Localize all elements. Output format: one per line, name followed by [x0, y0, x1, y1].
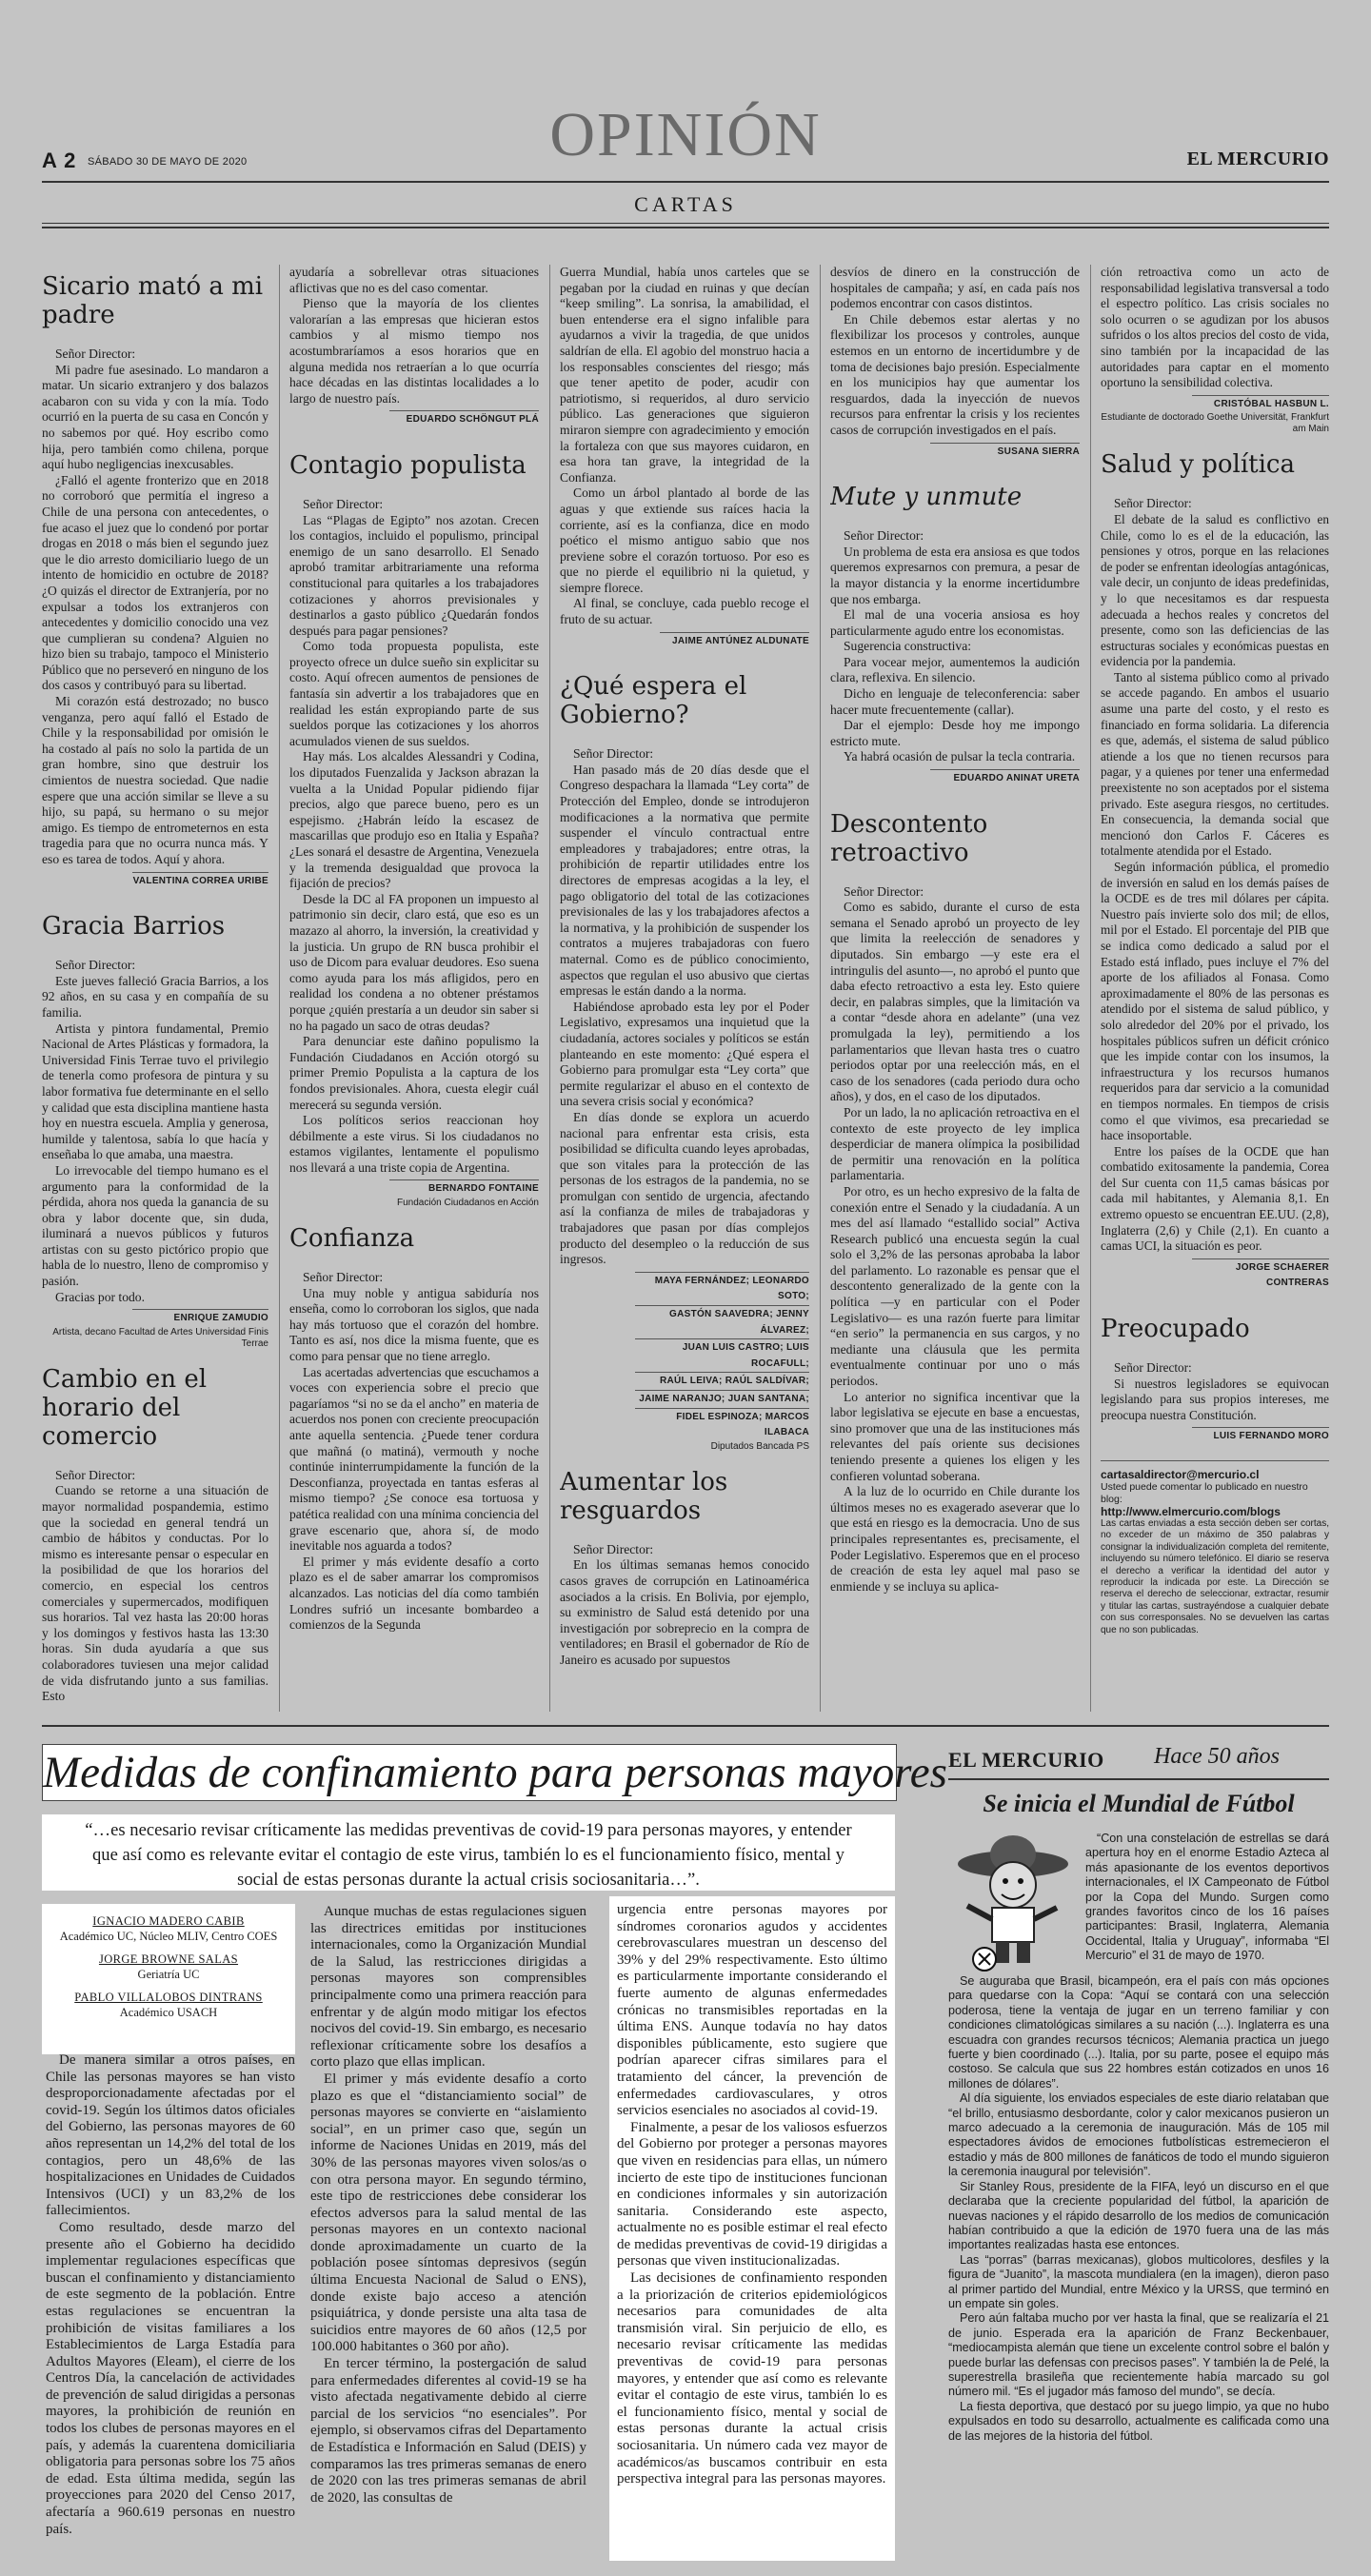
paragraph: Este jueves falleció Gracia Barrios, a los 92 años, en su casa y en compañía de su familia. [42, 973, 268, 1020]
paragraph: Cuando se retorne a una situación de mayor normalidad pospandemia, estimo que la sociedad en general tendrá un cambio de hábitos y conductas. Por lo mismo es interesante pensar o especular en la posibilidad de que los horarios del comercio, en especial los centros comerciales y supermercados, modifiquen sus horarios. Tal vez hasta las 20:00 horas y los domingos y festivos hasta las 13:30 horas. Sin duda ayudaría a que sus colaboradores tuviesen una mejor calidad de vida disfrutando junto a sus familias. Esto [42, 1483, 268, 1704]
paragraph: Tanto al sistema público como al privado se accede pagando. En ambos el usuario asume una parte del costo, y el resto es financiado en forma solidaria. La diferencia es que, además, el sistema de salud público atiende a los que no tienen recursos para pagar, y a quienes por tener una enfermedad preexistente no son aceptados por el sistema privado. Este asegura riesgos, no certitudes. En consecuencia, la demanda social que mencionó don Carlos F. Cáceres es totalmente atendida por el Estado. [1101, 669, 1329, 859]
author-role: Geriatría UC [137, 1968, 200, 1981]
author-role: Académico UC, Núcleo MLIV, Centro COES [59, 1930, 278, 1943]
letter-title: Confianza [289, 1224, 415, 1254]
paragraph: Se auguraba que Brasil, bicampeón, era el país con más opciones para quedarse con la Copa: “Aquí se contará con una selección poderosa, tiene la ventaja de jugar en un terreno familiar y con condiciones climatológicas similares a su nación (...). Inglaterra es una escuadra con grandes recursos técnicos; Alemania practica un juego fuerte y bien coordinado (...). Italia, por su parte, posee el equipo más costoso. Se calcula que sus 22 hombres están cotizados en unos 16 millones de dólares”. [948, 1974, 1329, 2091]
section-rule [42, 1725, 1329, 1727]
header-rule-bottom2 [42, 227, 1329, 228]
juanito-mascot-image [948, 1830, 1078, 1972]
paragraph: En los últimas semanas hemos conocido casos graves de corrupción en Latinoamérica asociados a la crisis. En Bolivia, por ejemplo, su exministro de Salud está detenido por una investigación por sobreprecio en la compra de ventiladores; en Brasil el gobernador de Río de Janeiro es acusado por supuestos [560, 1557, 809, 1667]
column-body-1 [46, 2052, 295, 2561]
salutation: Señor Director: [55, 347, 136, 361]
letters-column-4 [830, 265, 1080, 1714]
page-date: SÁBADO 30 DE MAYO DE 2020 [88, 156, 248, 168]
subsection-title: CARTAS [634, 192, 737, 216]
paragraph: ción retroactiva como un acto de responsabilidad legislativa transversal a todo el espectro político. Las crisis sociales no solo ocurren o se agudizan por los abusos sufridos o los altos precios del costo de vida, sino también por la incapacidad de las autoridades para captar en el momento oportuno la sensibilidad colectiva. [1101, 265, 1329, 390]
hace50-intro [1085, 1832, 1329, 1972]
paragraph: Sir Stanley Rous, presidente de la FIFA, leyó un discurso en el que declaraba que la creciente popularidad del fútbol, la aparición de nuevas naciones y el rápido desarrollo de los medios de comunicación habían contribuido a que la edición de 1970 fuera una de las más importantes realizadas hasta ese entonces. [948, 2179, 1329, 2252]
blog-link[interactable]: http://www.elmercurio.com/blogs [1101, 1505, 1281, 1518]
paragraph: Guerra Mundial, había unos carteles que se pegaban por la ciudad en ruinas y que decían “keep smiling”. La sonrisa, la amabilidad, el buen entenderse era el signo infalible para ayudarnos a vivir la tragedia, de que unidos saldrían de ella. El agobio del monstruo hacia a los responsables conscientes del riesgo; más que tener apetito de poder, acudir con patriotismo, si requeridos, al duro servicio público. Las generaciones que siguieron miraron siempre con agradecimiento y emoción la fortaleza con que sus mayores cuidaron, en esa hora tan grave, la integridad de la Confianza. [560, 265, 809, 485]
hace50-title: Se inicia el Mundial de Fútbol [983, 1790, 1295, 1817]
paragraph: Habiéndose aprobado esta ley por el Poder Legislativo, expresamos una inquietud que la ciudadanía, actores sociales y políticos se están planteando en este momento: ¿Qué espera el Gobierno para promulgar esta “Ley corta” que permite regularizar el abuso en el contexto de una severa crisis social y económica? [560, 999, 809, 1109]
paragraph: A la luz de lo ocurrido en Chile durante los últimos meses no es exagerado aseverar que lo que está en riesgo es la democracia. Uno de sus principales representantes es, precisamente, el Poder Legislativo. Esperemos que en el proceso de creación de esta ley aquel mal paso se enmiende y se incluya su aplica- [830, 1484, 1080, 1594]
header-rule-bottom [42, 223, 1329, 224]
salutation: Señor Director: [573, 1541, 654, 1556]
signature: EDUARDO SCHÖNGUT PLÁ [389, 410, 539, 428]
signature: LUIS FERNANDO MORO [1192, 1427, 1329, 1445]
paragraph: Para vocear mejor, aumentemos la audición clara, reflexiva. En silencio. [830, 654, 1080, 685]
salutation: Señor Director: [573, 746, 654, 762]
paragraph: Por un lado, la no aplicación retroactiva en el contexto de este proyecto de ley implica desperdiciar de manera olímpica la posibilidad de permitir una renovación en la política parlamentaria. [830, 1104, 1080, 1183]
paragraph: Como es sabido, durante el curso de esta semana el Senado aprobó un proyecto de ley que limita la reelección de senadores y diputados. Sin embargo —y este era el intringulis del asunto—, no aprobó el punto que daba efecto retroactivo a esta ley. Esto quiere decir, en palabras simples, que la limitación va a contar “desde ahora en adelante” (una vez promulgada la ley), permitiendo a los parlamentarios que llevan hasta tres o cuatro periodos optar por una reelección más, en el caso de los senadores (cada periodo dura ocho años), y dos, en el caso de los diputados. [830, 900, 1080, 1104]
letter-title: Contagio populista [289, 450, 527, 480]
paragraph: Los políticos serios reaccionan hoy débilmente a este virus. Si los ciudadanos no estamos vigilantes, lentamente el populismo nos llevará a una triste copia de Argentina. [289, 1113, 539, 1175]
paragraph: Las “porras” (barras mexicanas), globos multicolores, desfiles y la figura de “Juanito”, la mascota mundialera (en la imagen), dieron paso al primer partido del Mundial, entre México y la URSS, que terminó en un empate sin goles. [948, 2252, 1329, 2310]
salutation: Señor Director: [55, 958, 136, 973]
letters-notice [1101, 1460, 1329, 1636]
paragraph: “Con una constelación de estrellas se dará apertura hoy en el enorme Estadio Azteca al más apasionante de los eventos deportivos internacionales, el IX Campeonato de Fútbol por la Copa del Mundo. Surgen como grandes favoritos cinco de los 16 países participantes: Brasil, Inglaterra, Alemania Occidental, Italia y Uruguay”, informaba “El Mercurio” el 31 de mayo de 1970. [1085, 1832, 1329, 1963]
paragraph: La fiesta deportiva, que destacó por su juego limpio, ya que no hubo expulsados en todo su desarrollo, actualmente es calificada como una de las mejores de la historia del fútbol. [948, 2399, 1329, 2443]
paragraph: Lo anterior no significa incentivar que la labor legislativa se ejecute en base a encuestas, sino promover que una de las instituciones más relevantes del país oriente sus decisiones teniendo presente a quienes los eligen y les confieren voluntad soberana. [830, 1389, 1080, 1483]
signature: CRISTÓBAL HASBUN L. [1192, 395, 1329, 413]
letters-column-2 [289, 265, 539, 1714]
letter-title: Sicario mató a mi padre [42, 272, 264, 329]
salutation: Señor Director: [844, 883, 924, 899]
paragraph: Las decisiones de confinamiento responden a la priorización de criterios epidemiológicos necesarios para comunidades de alta transmisión viral. Sin perjuicio de ello, es necesario revisar críticamente las medidas preventivas de covid-19 para personas mayores, y entender que así como es relevante evitar el contagio de este virus, también lo es el funcionamiento físico, mental y social de estas personas durante la actual crisis sociosanitaria. Un número cada vez mayor de académicos/as buscamos contribuir en esta perspectiva integral para las personas mayores. [617, 2270, 887, 2487]
letter-title: ¿Qué espera el Gobierno? [560, 672, 747, 730]
author-role: Académico USACH [119, 2006, 218, 2019]
signature: MAYA FERNÁNDEZ; LEONARDO SOTO; [635, 1272, 809, 1305]
signature: BERNARDO FONTAINE [389, 1179, 539, 1198]
email-link[interactable]: cartasaldirector@mercurio.cl [1101, 1468, 1260, 1481]
signature: JUAN LUIS CASTRO; LUIS ROCAFULL; [635, 1338, 809, 1372]
paragraph: Aunque muchas de estas regulaciones siguen las directrices emitidas por instituciones internacionales, como la Organización Mundial de la Salud, las restricciones dirigidas a personas mayores son comprensibles principalmente como una primera reacción para enfrentar y de algún modo mitigar los efectos nocivos del covid-19. Sin embargo, es necesario reflexionar críticamente sobre los desafíos a corto plazo que ellas implican. [310, 1904, 586, 2071]
hace50-header [948, 1744, 1329, 1780]
paragraph: ayudaría a sobrellevar otras situaciones aflictivas que no es del caso comentar. [289, 265, 539, 295]
paragraph: Un problema de esta era ansiosa es que todos queremos expresarnos con premura, a pesar de la mayor distancia y la enorme incertidumbre que nos embarga. [830, 544, 1080, 606]
letters-column-1 [42, 265, 268, 1714]
paragraph: urgencia entre personas mayores por síndromes coronarios agudos y accidentes cerebrovasculares muestran un descenso del 39% y del 29% respectivamente. Esto último es particularmente importante considerando el fuerte aumento de algunas enfermedades crónicas no transmisibles reportadas en la última ENS. Aunque todavía no hay datos disponibles públicamente, esto sugiere que podrían aparecer cifras similares para el tratamiento del cáncer, la prevención de enfermedades cardiovasculares, y otros servicios esenciales no asociados al covid-19. [617, 1902, 887, 2119]
author-name: IGNACIO MADERO CABIB [92, 1914, 245, 1928]
signature: JORGE SCHAERER CONTRERAS [1192, 1258, 1329, 1292]
paragraph: El mal de una voceria ansiosa es hoy particularmente agudo entre los economistas. [830, 607, 1080, 638]
paragraph: En Chile debemos estar alertas y no flexibilizar los procesos y controles, aunque estemos en un entorno de incertidumbre y de toma de decisiones bajo presión. Especialmente en los municipios hay que aumentar los resguardos, dada la inyección de nuevos recursos para enfrentar la crisis y los recientes casos de corrupción investigados en el país. [830, 311, 1080, 437]
paragraph: Gracias por todo. [55, 1289, 145, 1304]
notice-line: Usted puede comentar lo publicado en nuestro blog: [1101, 1481, 1308, 1505]
paragraph: desvíos de dinero en la construcción de hospitales de campaña; y así, en cada país nos podemos encontrar con casos distintos. [830, 265, 1080, 311]
paragraph: Dicho en lenguaje de teleconferencia: saber hacer mute frecuentemente (callar). [830, 686, 1080, 717]
affiliation: Artista, decano Facultad de Artes Universidad Finis Terrae [52, 1326, 268, 1349]
signature: GASTÓN SAAVEDRA; JENNY ÁLVAREZ; [635, 1305, 809, 1338]
paragraph: Como un árbol plantado al borde de las aguas y que extiende sus raíces hacia la corriente, así es la confianza, dice en modo poético el mismo antiguo sabio que nos previene sobre el corazón tortuoso. Por eso es que no pierde el equilibrio ni la quietud, y siempre florece. [560, 485, 809, 595]
hace50-body [948, 1974, 1329, 2561]
signature: ENRIQUE ZAMUDIO [132, 1309, 268, 1327]
paragraph: Por otro, es un hecho expresivo de la falta de conexión entre el Senado y la ciudadanía. A un mes del así llamado “estallido social” Activa Research publicó una encuesta según la cual solo el 3,2% de las personas aprobaba la labor del parlamento. Lo razonable es pensar que el descontento generalizado de la gente con la política —y en particular con el Poder Legislativo— es una razón fuerte para limitar “en serio” la permanencia en sus cargos, y no mediante una cláusula que les permita eventualmente continuar por uno o más periodos. [830, 1183, 1080, 1389]
paragraph: Artista y pintora fundamental, Premio Nacional de Artes Plásticas y formadora, la Universidad Finis Terrae tuvo el privilegio de tenerla como profesora de pintura y su labor formativa fue determinante en el sello y calidad que esta disciplina mantiene hasta hoy en nuestra escuela. Amplia y generosa, humilde y talentosa, sabía lo que hacía y enseñaba lo que amaba, una maestra. [42, 1020, 268, 1162]
paragraph: Entre los países de la OCDE que han combatido exitosamente la pandemia, Corea del Sur cuenta con 11,5 camas básicas por cada mil habitantes, y Alemania 8,1. En extremo opuesto se encuentran EE.UU. (2,8), Inglaterra (2,6) y Chile (2,1). En cuanto a camas UCI, la situación es peor. [1101, 1143, 1329, 1254]
column-divider [1090, 265, 1091, 1712]
paragraph: El primer y más evidente desafío a corto plazo es el de saber amarrar los compromisos alcanzados. Las noticias del día como también Londres sufrió un incesante bombardeo a comienzos de la Segunda [289, 1554, 539, 1633]
salutation: Señor Director: [844, 528, 924, 544]
paragraph: Al final, se concluye, cada pueblo recoge el fruto de su actuar. [560, 596, 809, 627]
section-title: OPINIÓN [549, 100, 822, 169]
page-number: A 2 [42, 149, 77, 172]
letter-title: Aumentar los resguardos [560, 1467, 728, 1525]
affiliation: Estudiante de doctorado Goethe Universität, Frankfurt am Main [1101, 412, 1329, 435]
paragraph: Las acertadas advertencias que escuchamos a voces con experiencia sobre el precio que pagaríamos “si no se da el ancho” en materia de acuerdos nos ponen con creciente preocupación ante aquella sentencia. ¿Puede tener cordura que mañná (o matiná), vermouth y noche continúe ininterrumpidamente la función de la Desconfianza, proyectada en tantas esferas al mismo tiempo? ¿Se conoce esa tortuosa y patética realidad con una mínima conciencia del grave escenario que, ahora sí, de modo inevitable nos aguarda a todos? [289, 1364, 539, 1554]
signature: SUSANA SIERRA [930, 443, 1080, 461]
paragraph: Ya habrá ocasión de pulsar la tecla contraria. [844, 749, 1076, 764]
letter-title: Gracia Barrios [42, 912, 226, 941]
paragraph: Si nuestros legisladores se equivocan legislando para sus propios intereses, me preocupa nuestra Constitución. [1101, 1376, 1329, 1422]
paragraph: El debate de la salud es conflictivo en Chile, como lo es el de la educación, las pensiones y otros, porque en las relaciones de poder se enfrentan ideologías antagónicas, vale decir, un conjunto de ideas predefinidas, y lo que necesitamos es dar respuesta adecuada a hechos reales y concretos del presente, como son las deficiencias de las estructuras sociales y económicas puestas en evidencia por la pandemia. [1101, 511, 1329, 669]
signature: JAIME ANTÚNEZ ALDUNATE [660, 632, 809, 650]
paragraph: Sugerencia constructiva: [844, 639, 971, 654]
letter-title: Cambio en el horario del comercio [42, 1364, 208, 1451]
signature: JAIME NARANJO; JUAN SANTANA; [635, 1390, 809, 1408]
affiliation: Fundación Ciudadanos en Acción [397, 1198, 539, 1209]
paragraph: Según información pública, el promedio de inversión en salud en los demás países de la OCDE es de tres mil dólares per cápita. Nuestro país invierte solo dos mil; de ellos, mil por el Estado. El porcentaje del PIB que se indica como dedicado a salud por el Estado está inflado, pues incluye el 7% del aporte de los afiliados al Fonasa. Como aproximadamente el 80% de las personas es atendido por el sistema de salud público, y solo alrededor del 20% por el privado, los hospitales públicos sufren un déficit crónico que les impide contar con los insumos, la infraestructura y los recursos humanos requeridos para dar servicio a la comunidad en tiempos normales. En tiempos de crisis como el que vivimos, esa precariedad se hace insoportable. [1101, 860, 1329, 1143]
paragraph: Lo irrevocable del tiempo humano es el argumento para la conformidad de la pérdida, ahora nos queda la ganancia de su obra y labor docente que, sin duda, iluminará a nuevos públicos y futuros artistas con su gesto pictórico propio que habla de lo nuestro, lleno de compromiso y pasión. [42, 1162, 268, 1289]
notice-body: Las cartas enviadas a esta sección deben ser cortas, no exceder de un máximo de 350 palabras y consignar la individualización completa del remitente, incluyendo su número telefónico. El diario se reserva el derecho a verificar la identidad del autor y reproducir la indicada por este. La Dirección se reserva el derecho de seleccionar, extractar, resumir y titular las cartas, sustrayéndose a cualquier debate con sus corresponsales. No se devuelven las cartas que no son publicadas. [1101, 1518, 1329, 1635]
paragraph: En tercer término, la postergación de salud para enfermedades diferentes al covid-19 se ha visto afectada negativamente debido al cierre parcial de los servicios “no esenciales”. Por ejemplo, si observamos cifras del Departamento de Estadística e Información en Salud (DEIS) y comparamos las tres primeras semanas de enero de 2020 con las tres primeras semanas de abril de 2020, las consultas de [310, 2356, 586, 2506]
paragraph: Pienso que la mayoría de los clientes valorarían a las empresas que hicieran estos cambios y al mismo tiempo nos acostumbraríamos a esos horarios que en alguna medida nos retraerían a lo que ocurría hace décadas en las distintas localidades a lo largo de nuestro país. [289, 296, 539, 406]
paragraph: Finalmente, a pesar de los valiosos esfuerzos del Gobierno por proteger a personas mayores que viven en residencias para ellas, un número incierto de este tipo de instituciones funcionan en condiciones informales y sin autorización sanitaria. Considerando este aspecto, actualmente no es posible estimar el real efecto de medidas preventivas de covid-19 dirigidas a personas que viven institucionalizadas. [617, 2119, 887, 2269]
hace50-brand: EL MERCURIO [948, 1748, 1104, 1772]
brand-logo: EL MERCURIO [1186, 149, 1329, 169]
paragraph: Para denunciar este dañino populismo la Fundación Ciudadanos en Acción otorgó su primer Premio Populista a la captura de los fondos previsionales. Ahora, cuesta elegir cuál merecerá su segunda versión. [289, 1034, 539, 1112]
paragraph: Desde la DC al FA proponen un impuesto al patrimonio sin decir, claro está, que eso es un mazazo al ahorro, la inversión, la creatividad y la justicia. Un grupo de RN busca prohibir el uso de Dicom para evaluar deudores. Eso suena como ayuda para los más afligidos, pero en realidad los condena a no obtener préstamos porque ¿quién prestaría a un deudor sin saber si no ha pagado un saco de otras deudas? [289, 891, 539, 1033]
column-body-3 [609, 1896, 895, 2561]
pull-quote-box [42, 1814, 895, 1891]
letters-column-5 [1101, 265, 1329, 1714]
letter-title: Preocupado [1101, 1315, 1250, 1344]
column-divider [549, 265, 550, 1712]
salutation: Señor Director: [1114, 1360, 1192, 1376]
paragraph: Como toda propuesta populista, este proyecto ofrece un dulce sueño sin explicitar su costo. Aquí ofrecen aumentos de pensiones de fantasía sin advertir a los trabajadores que en realidad les están expropiando parte de sus sueldos porque las cotizaciones y los ahorros acumulados vienen de sus sueldos. [289, 639, 539, 748]
column-title-box [42, 1744, 947, 1801]
paragraph: Dar el ejemplo: Desde hoy me impongo estricto mute. [830, 718, 1080, 748]
signature: VALENTINA CORREA URIBE [132, 872, 268, 890]
paragraph: Hay más. Los alcaldes Alessandri y Codina, los diputados Fuenzalida y Jackson abrazan la vuelta a la Unidad Popular pidiendo fijar precios, algo que parece bueno, pero es un espejismo. ¿Habrán leído la escasez de mascarillas que produjo eso en Italia y España? ¿Les sonará el desastre de Argentina, Venezuela y la tremenda desigualdad que provoca la fijación de precios? [289, 749, 539, 891]
paragraph: Han pasado más de 20 días desde que el Congreso despachara la llamada “Ley corta” de Protección del Empleo, donde se introdujeron modificaciones a la normativa que permite suspender el vínculo contractual entre empleadores y trabajadores; entre otras, la prohibición de repartir utilidades entre los directores de empresas acogidas a la ley, el pago obligatorio del total de las cotizaciones previsionales de las y los trabajadores afectos a la normativa, y la prohibición de suspender los contratos a mujeres trabajadoras con fuero maternal. Como es de público conocimiento, aspectos que regulan el uso abusivo que ciertas empresas le están dando a la norma. [560, 762, 809, 999]
pull-quote: “…es necesario revisar críticamente las medidas preventivas de covid-19 para personas mayores, y entender que así como es relevante evitar el contagio de este virus, también lo es el funcionamiento físico, mental y social de estas personas durante la actual crisis sociosanitaria…”. [85, 1820, 852, 1890]
paragraph: Como resultado, desde marzo del presente año el Gobierno ha decidido implementar regulaciones específicas que buscan el confinamiento y distanciamiento de este segmento de la población. Entre estas regulaciones se encuentran la prohibición de visitas familiares a los Establecimientos de Larga Estadía para Adultos Mayores (Eleam), el cierre de los Centros Día, la cancelación de actividades de prevención de salud dirigidas a personas mayores, la prohibición de reunión en todos los clubes de personas mayores en el país, y además la cuarentena domiciliaria obligatoria para personas sobre los 75 años de edad. Esta última medida, según las proyecciones para 2020 del Censo 2017, afectaría a 960.619 personas en nuestro país. [46, 2219, 295, 2537]
letter-title: Mute y unmute [830, 483, 1023, 512]
letter-title: Descontento retroactivo [830, 809, 988, 867]
paragraph: Las “Plagas de Egipto” nos azotan. Crecen los contagios, incluido el populismo, principal enemigo de un sano desarrollo. El Senado aprobó tramitar arbitrariamente una reforma constitucional para quitarles a los trabajadores cotizaciones y ahorros previsionales y destinarlos a gasto público ¿Quedarán fondos después para pagar pensiones? [289, 512, 539, 638]
authors-box [42, 1904, 295, 2054]
signature: EDUARDO ANINAT URETA [930, 769, 1080, 787]
paragraph: Mi padre fue asesinado. Lo mandaron a matar. Un sicario extranjero y dos balazos acabaron con su vida y con la mía. Todo ocurrió en la puerta de su casa en Concón y no sabemos por qué. Hoy escribo como hija, pero también como chilena, porque aquí hubo negligencias inexcusables. [42, 362, 268, 472]
affiliation: Diputados Bancada PS [710, 1440, 809, 1452]
signature: RAÚL LEIVA; RAÚL SALDÍVAR; [635, 1372, 809, 1390]
signature: FIDEL ESPINOZA; MARCOS ILABACA [635, 1408, 809, 1441]
column-title: Medidas de confinamiento para personas mayores [43, 1748, 947, 1797]
salutation: Señor Director: [55, 1467, 136, 1482]
column-body-2 [310, 1904, 586, 2561]
header-rule-top [42, 181, 1329, 183]
paragraph: Una muy noble y antigua sabiduría nos enseña, como lo corroboran los siglos, que nada hay más tortuoso que el corazón del hombre. Tanto es así, nos dice la misma fuente, que es como para pensar que no tiene arreglo. [289, 1285, 539, 1364]
author-name: PABLO VILLALOBOS DINTRANS [74, 1991, 263, 2004]
paragraph: En días donde se explora un acuerdo nacional para enfrentar esta crisis, esta posibilidad se dificulta cuando leyes aprobadas, que son vitales para la protección de las personas de los estragos de la pandemia, no se promulgan con sentido de urgencia, afectando así la confianza de miles de trabajadoras y trabajadores que pasan por días complejos producto del desempleo o la reducción de sus ingresos. [560, 1109, 809, 1267]
salutation: Señor Director: [1114, 496, 1192, 511]
salutation: Señor Director: [303, 496, 384, 511]
salutation: Señor Director: [303, 1270, 384, 1285]
author-name: JORGE BROWNE SALAS [98, 1952, 239, 1966]
paragraph: El primer y más evidente desafío a corto plazo es que el “distanciamiento social” de personas mayores se convierte en “aislamiento social”, en un primer caso que, según un informe de Naciones Unidas en 2019, más del 30% de las personas mayores viven solos/as o con otra persona mayor. En segundo término, este tipo de restricciones debe considerar los efectos adversos para la salud mental de las personas mayores en un contexto nacional donde aproximadamente un cuarto de la población posee síntomas depresivos (según última Encuesta Nacional de Salud o ENS), donde existe bajo acceso a atención psiquiátrica, y donde persiste una alta tasa de suicidios entre mayores de 60 años (12,5 por 100.000 habitantes o 360 por año). [310, 2071, 586, 2355]
hace50-script: Hace 50 años [1154, 1744, 1280, 1769]
letter-title: Salud y política [1101, 450, 1295, 480]
column-divider [820, 265, 821, 1712]
column-divider [279, 265, 280, 1712]
paragraph: ¿Falló el agente fronterizo que en 2018 no corroboró que permitía el ingreso a Chile de una persona con antecedentes, o fue acaso el juez que lo condenó por portar drogas en 2018 o más bien el segundo juez que le dio arresto domiciliario luego de un intento de homicidio en octubre de 2018? ¿O quizás el director de Extranjería, por no expulsar a todos los extranjeros con antecedentes y domicilio conocido una vez que cumplieran su condena? Alguien no hizo bien su trabajo, tampoco el Ministerio Público que no perseveró en ninguno de los dos casos y contribuyó para su libertad. [42, 472, 268, 693]
paragraph: Al día siguiente, los enviados especiales de este diario relataban que “el brillo, entusiasmo desbordante, color y calor mexicanos pusieron un marco adecuado a la ceremonia de inauguración. Más de 105 mil espectadores ávidos de emociones futbolísticas estremecieron el estadio y más de 800 millones de fanáticos de todo el mundo siguieron la ceremonia inaugural por televisión”. [948, 2091, 1329, 2179]
paragraph: De manera similar a otros países, en Chile las personas mayores se han visto desproporcionadamente afectadas por el covid-19. Según los últimos datos oficiales del Gobierno, las personas mayores de 60 años representan un 14,2% del total de los contagios, pero un 48,6% de las hospitalizaciones en Unidades de Cuidados Intensivos (UCI) y un 83,2% de los fallecimientos. [46, 2052, 295, 2219]
paragraph: Mi corazón está destrozado; no busco venganza, pero aquí falló el Estado de Chile y la responsabilidad por omisión le ha costado al país no solo la partida de un gran hombre, sino que destruir los cimientos de nuestra sociedad. Que nadie espere que una acción similar se lleve a su hijo, su papá, su hermano o su mejor amigo. Es tiempo de entrometernos en esta tragedia para que no ocurra nunca más. Y eso es tarea de todos. Aquí y ahora. [42, 694, 268, 866]
paragraph: Pero aún faltaba mucho por ver hasta la final, que se realizaría el 21 de junio. Esperada era la aparición de Franz Beckenbauer, “mediocampista alemán que tiene un excelente control sobre el balón y puede burlar las defensas con precisos pases”. Y también la de Pelé, la superestrella brasileña que recientemente había marcado su gol número mil. “Es el jugador más famoso del mundo”, se decía. [948, 2311, 1329, 2399]
letters-column-3 [560, 265, 809, 1714]
